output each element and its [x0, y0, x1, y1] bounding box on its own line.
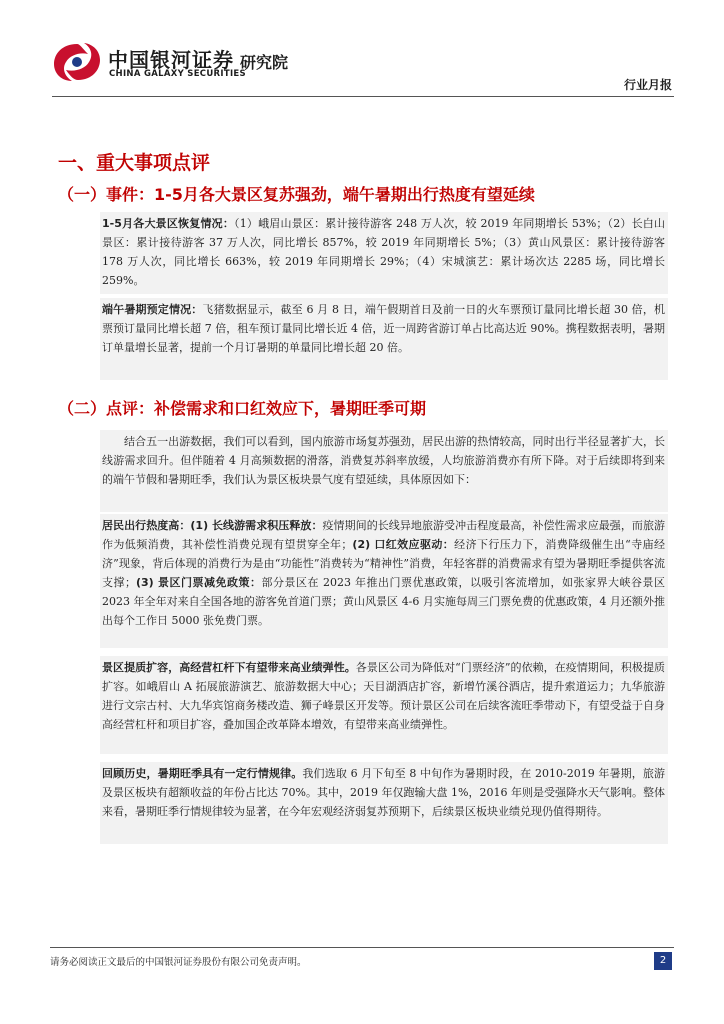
comment-p4-text: 我们选取 6 月下旬至 8 中旬作为暑期时段，在 2010-2019 年暑期，旅游及景区板块有超额收益的年份占比达 70%。其中，2019 年仅跑输大盘 1%，2016 年则是受强降水天气影响。整体来看，暑期旺季行情规律较为显著，在今年宏观经济弱复苏预期下，后续景区板块业绩兑现仍值得期待。 [102, 767, 665, 818]
brand-name-en: CHINA GALAXY SECURITIES [109, 69, 246, 79]
comment-p2-lead-2: (2) 口红效应驱动： [352, 538, 455, 551]
page-header [0, 0, 724, 110]
comment-p2-lead-3: (3) 景区门票减免政策： [136, 576, 262, 589]
comment-paragraph-1 [102, 432, 665, 489]
header-divider [52, 96, 674, 97]
report-type-label: 行业月报 [623, 78, 672, 92]
comment-p3-lead: 景区提质扩容，高经营杠杆下有望带来高业绩弹性。 [102, 661, 356, 674]
comment-p2-text-2: 经济下行压力下，消费降级催生出“寺庙经济”现象，背后体现的消费行为是由“功能性”消费转为“精神性”消费，年轻客群的消费需求有望为暑期旺季提供客流支撑； [102, 538, 666, 589]
institute-label: 研究院 [240, 53, 289, 72]
comment-p1-text: 结合五一出游数据，我们可以看到，国内旅游市场复苏强劲，居民出游的热情较高，同时出行半径显著扩大，长线游需求回升。但伴随着 4 月高频数据的滑落，消费复苏斜率放缓，人均旅游消费亦有所下降。对于后续即将到来的端午节假和暑期旺季，我们认为景区板块景气度有望延续，具体原因如下： [102, 435, 665, 486]
comment-p2-lead: 居民出行热度高：(1) 长线游需求积压释放： [102, 519, 323, 532]
page-number: 2 [654, 952, 672, 970]
comment-paragraph-4 [102, 764, 665, 821]
comment-p2-text-3: 部分景区在 2023 年推出门票优惠政策，以吸引客流增加，如张家界大峡谷景区 2023 年全年对来自全国各地的游客免首道门票；黄山风景区 4-6 月实施每周三门票免费的优惠政策，4 月还额外推出每个工作日 5000 张免费门票。 [102, 576, 665, 627]
event-p1-text: （1）峨眉山景区：累计接待游客 248 万人次，较 2019 年同期增长 53%；（2）长白山景区：累计接待游客 37 万人次，同比增长 857%，较 2019 年同期增长 5%；（3）黄山风景区：累计接待游客 178 万人次，同比增长 663%，较 2019 年同期增长 29%；（4）宋城演艺：累计场次达 2285 场，同比增长 259%。 [102, 217, 665, 287]
comment-p2-text-1: 疫情期间的长线异地旅游受冲击程度最高，补偿性需求应最强，而旅游作为低频消费，其补偿性消费兑现有望贯穿全年； [102, 519, 665, 551]
event-paragraph-2 [102, 300, 665, 357]
event-p2-text: 飞猪数据显示，截至 6 月 8 日，端午假期首日及前一日的火车票预订量同比增长超 30 倍，机票预订量同比增长超 7 倍，租车预订量同比增长近 4 倍，近一周跨省游订单占比高达近 90%。携程数据表明，暑期订单量增长显著，提前一个月订暑期的单量同比增长超 20 倍。 [102, 303, 665, 354]
comment-p4-lead: 回顾历史，暑期旺季具有一定行情规律。 [102, 767, 303, 780]
event-paragraph-1 [102, 214, 665, 290]
comment-heading: （二）点评：补偿需求和口红效应下，暑期旺季可期 [58, 399, 427, 418]
brand-name-cn: 中国银河证券 [108, 48, 234, 72]
galaxy-logo-icon [52, 40, 102, 84]
event-heading: （一）事件：1-5月各大景区复苏强劲，端午暑期出行热度有望延续 [58, 185, 535, 204]
footer-disclaimer: 请务必阅读正文最后的中国银河证券股份有限公司免责声明。 [50, 957, 307, 968]
event-p2-lead: 端午暑期预定情况： [102, 303, 203, 316]
event-p1-lead: 1-5月各大景区恢复情况： [102, 217, 235, 230]
footer-divider [50, 947, 674, 948]
comment-p3-text: 各景区公司为降低对“门票经济”的依赖，在疫情期间，积极提质扩容。如峨眉山 A 拓展旅游演艺、旅游数据大中心；天目湖酒店扩容，新增竹溪谷酒店，提升索道运力；九华旅游进行文宗古村、大九华宾馆商务楼改造、狮子峰景区开发等。预计景区公司在后续客流旺季带动下，有望受益于自身高经营杠杆和项目扩容，叠加国企改革降本增效，有望带来高业绩弹性。 [102, 661, 666, 731]
comment-paragraph-3 [102, 658, 665, 734]
section-title: 一、重大事项点评 [58, 152, 211, 174]
comment-paragraph-2 [102, 516, 665, 630]
